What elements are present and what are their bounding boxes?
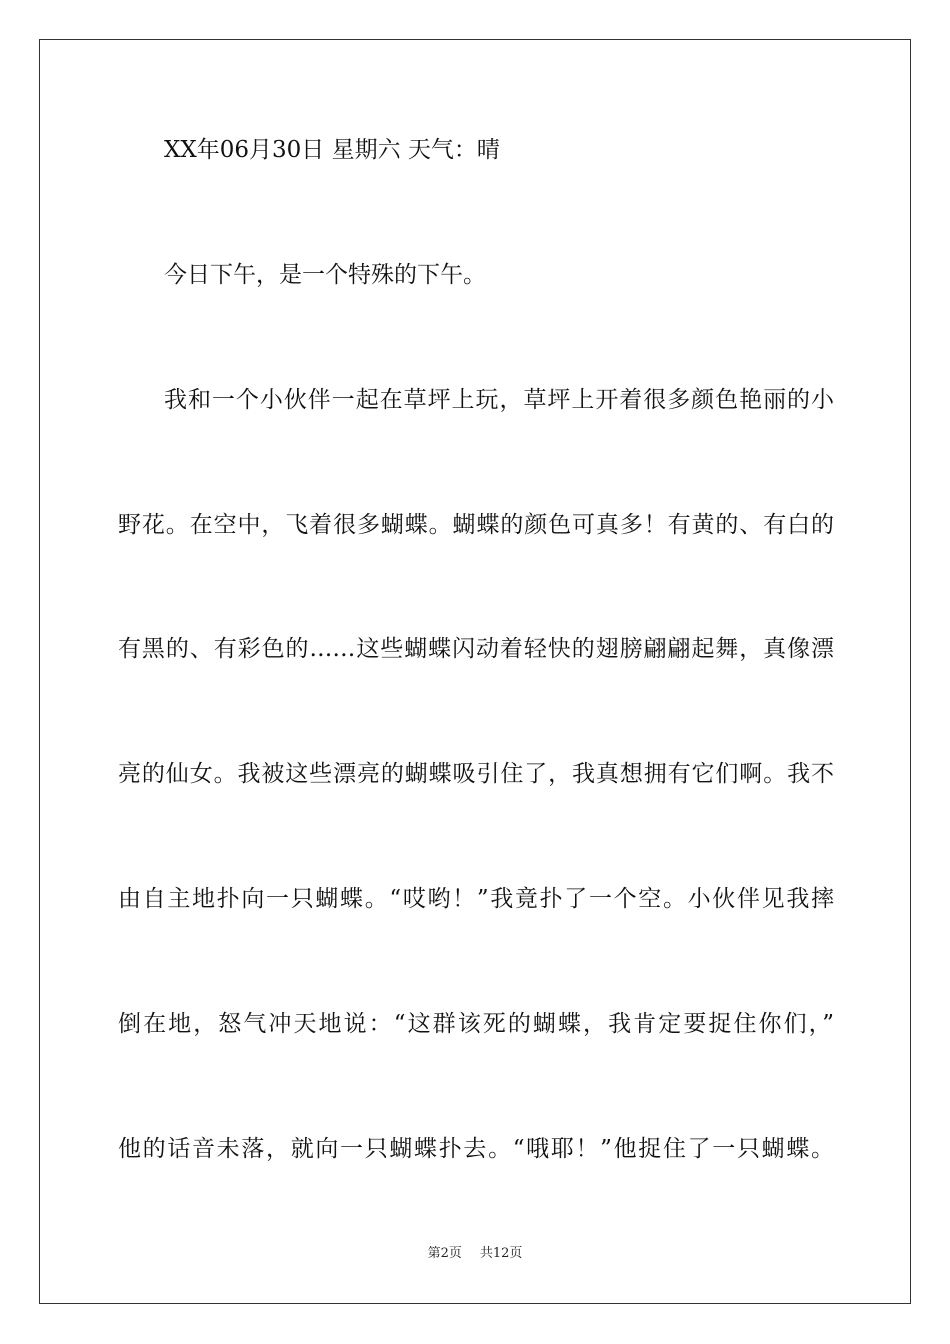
paragraph-line-7: 倒在地，怒气冲天地说：“这群该死的蝴蝶，我肯定要捉住你们，” <box>118 1011 834 1037</box>
paragraph-line-8: 他的话音未落，就向一只蝴蝶扑去。“哦耶！”他捉住了一只蝴蝶。 <box>118 1136 834 1162</box>
diary-date-line: XX年06月30日 星期六 天气：晴 <box>164 137 500 163</box>
paragraph-line-2: 我和一个小伙伴一起在草坪上玩，草坪上开着很多颜色艳丽的小 <box>164 387 834 413</box>
paragraph-line-1: 今日下午，是一个特殊的下午。 <box>164 262 486 288</box>
page-border <box>39 39 911 1304</box>
paragraph-line-6: 由自主地扑向一只蝴蝶。“哎哟！”我竟扑了一个空。小伙伴见我摔 <box>118 886 834 912</box>
page-total: 共12页 <box>479 1246 523 1261</box>
page-footer <box>0 1245 950 1263</box>
paragraph-line-5: 亮的仙女。我被这些漂亮的蝴蝶吸引住了，我真想拥有它们啊。我不 <box>118 761 834 787</box>
paragraph-line-4: 有黑的、有彩色的……这些蝴蝶闪动着轻快的翅膀翩翩起舞，真像漂 <box>118 636 834 662</box>
paragraph-line-3: 野花。在空中，飞着很多蝴蝶。蝴蝶的颜色可真多！有黄的、有白的 <box>118 512 834 538</box>
page-number: 第2页 <box>427 1246 462 1261</box>
